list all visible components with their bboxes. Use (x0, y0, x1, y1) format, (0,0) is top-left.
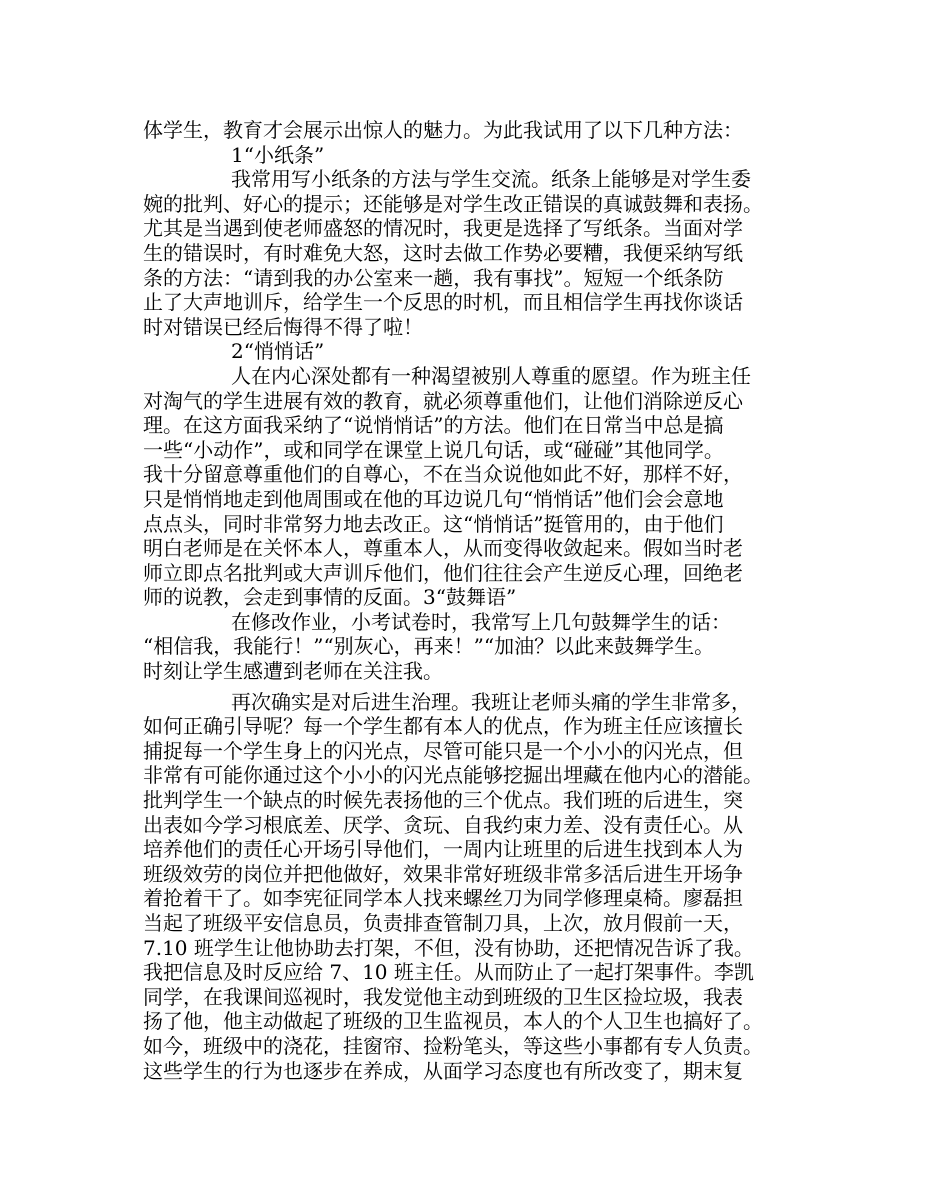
document-body (143, 118, 823, 1083)
text-line: 师的说教，会走到事情的反面。3“鼓舞语” (143, 585, 517, 610)
text-line: 当起了班级平安信息员，负责排查管制刀具，上次，放月假前一天， (143, 911, 743, 935)
text-line: 捕捉每一个学生身上的闪光点，尽管可能只是一个小小的闪光点，但 (143, 738, 743, 763)
text-line: 尤其是当遇到使老师盛怒的情况时，我更是选择了写纸条。当面对学 (143, 216, 743, 241)
text-line: 体学生，教育才会展示出惊人的魅力。为此我试用了以下几种方法： (143, 118, 743, 142)
text-line: 同学，在我课间巡视时，我发觉他主动到班级的卫生区捡垃圾，我表 (143, 984, 743, 1009)
text-line: 我十分留意尊重他们的自尊心，不在当众说他如此不好，那样不好， (143, 462, 743, 487)
text-line: 2“悄悄话” (231, 339, 325, 364)
text-line: 1“小纸条” (231, 142, 325, 167)
text-line: 批判学生一个缺点的时候先表扬他的三个优点。我们班的后进生，突 (143, 788, 743, 813)
text-line: 理。在这方面我采纳了“说悄悄话”的方法。他们在日常当中总是搞 (143, 413, 724, 438)
text-line: 时刻让学生感遭到老师在关注我。 (143, 659, 443, 684)
text-line: 止了大声地训斥，给学生一个反思的时机，而且相信学生再找你谈话 (143, 290, 743, 315)
text-line: 婉的批判、好心的提示；还能够是对学生改正错误的真诚鼓舞和表扬。 (143, 191, 763, 216)
text-line: 再次确实是对后进生治理。我班让老师头痛的学生非常多， (231, 689, 751, 714)
text-line: 非常有可能你通过这个小小的闪光点能够挖掘出埋藏在他内心的潜能。 (143, 763, 763, 788)
text-line: 点点头，同时非常努力地去改正。这“悄悄话”挺管用的，由于他们 (143, 511, 724, 536)
text-line: 在修改作业，小考试卷时，我常写上几句鼓舞学生的话： (231, 609, 731, 634)
text-line: 如何正确引导呢？每一个学生都有本人的优点，作为班主任应该擅长 (143, 714, 743, 739)
text-line: 班级效劳的岗位并把他做好，效果非常好班级非常多活后进生开场争 (143, 861, 743, 886)
text-line: 如今，班级中的浇花，挂窗帘、捡粉笔头，等这些小事都有专人负责。 (143, 1033, 763, 1058)
text-line: 师立即点名批判或大声训斥他们，他们往往会产生逆反心理，回绝老 (143, 560, 743, 585)
text-line: 生的错误时，有时难免大怒，这时去做工作势必要糟，我便采纳写纸 (143, 240, 743, 265)
text-line: 时对错误已经后悔得不得了啦！ (143, 314, 423, 339)
text-line: 一些“小动作”，或和同学在课堂上说几句话，或“碰碰”其他同学。 (143, 437, 724, 462)
text-line: 这些学生的行为也逐步在养成，从面学习态度也有所改变了，期末复 (143, 1058, 743, 1083)
text-line: 条的方法：“请到我的办公室来一趟，我有事找”。短短一个纸条防 (143, 265, 724, 290)
text-line: 培养他们的责任心开场引导他们，一周内让班里的后进生找到本人为 (143, 837, 743, 862)
text-line: 出表如今学习根底差、厌学、贪玩、自我约束力差、没有责任心。从 (143, 812, 743, 837)
text-line: 我把信息及时反应给 7、10 班主任。从而防止了一起打架事件。李凯 (143, 960, 754, 985)
text-line: 对淘气的学生进展有效的教育，就必须尊重他们，让他们消除逆反心 (143, 388, 743, 413)
text-line: 7.10 班学生让他协助去打架，不但，没有协助，还把情况告诉了我。 (143, 935, 754, 960)
text-line: 着抢着干了。如李宪征同学本人找来螺丝刀为同学修理桌椅。廖磊担 (143, 886, 743, 911)
text-line: 人在内心深处都有一种渴望被别人尊重的愿望。作为班主任 (231, 363, 751, 388)
text-line: 扬了他，他主动做起了班级的卫生监视员，本人的个人卫生也搞好了。 (143, 1009, 763, 1034)
text-line: 我常用写小纸条的方法与学生交流。纸条上能够是对学生委 (231, 167, 751, 192)
text-line: “相信我，我能行！”“别灰心，再来！”“加油？以此来鼓舞学生。 (143, 634, 715, 659)
text-line: 明白老师是在关怀本人，尊重本人，从而变得收敛起来。假如当时老 (143, 536, 743, 561)
text-line: 只是悄悄地走到他周围或在他的耳边说几句“悄悄话”他们会会意地 (143, 486, 724, 511)
